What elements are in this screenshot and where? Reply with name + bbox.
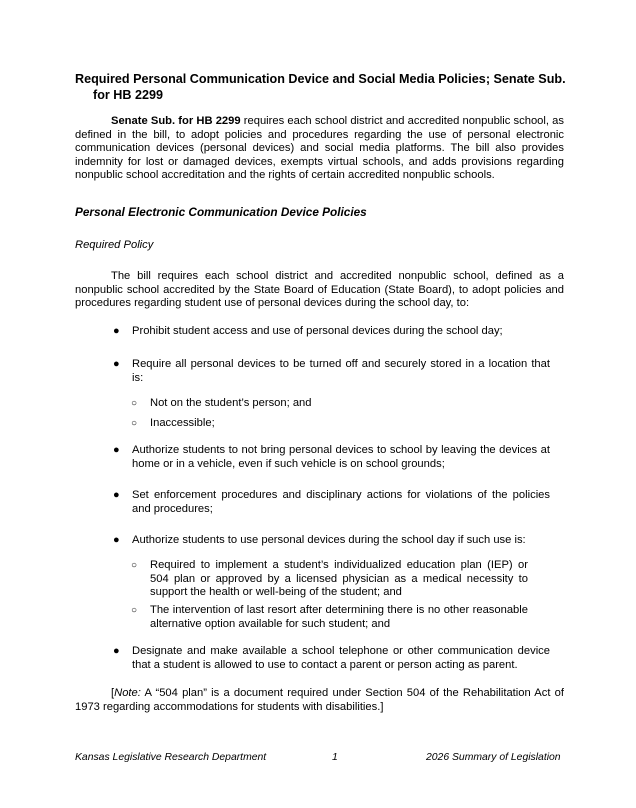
title-line-1: Required Personal Communication Device and Social Media Policies; Senate Sub.	[75, 72, 566, 86]
intro-paragraph	[75, 115, 564, 183]
title-line-2: for HB 2299	[93, 88, 163, 102]
bullet-text: Designate and make available a school telephone or other communication device that a student is allowed to use to contact a parent or person acting as parent.	[132, 645, 550, 671]
bullet-marker: ●	[113, 645, 120, 657]
bullet-text: Authorize students to not bring personal devices to school by leaving the devices at home or in a vehicle, even if such vehicle is on school grounds;	[132, 444, 550, 470]
footer-right: 2026 Summary of Legislation	[426, 752, 561, 763]
section-heading: Personal Electronic Communication Device Policies	[75, 205, 367, 219]
footer-left: Kansas Legislative Research Department	[75, 752, 267, 763]
sub-bullet-text: Required to implement a student’s individualized education plan (IEP) or 504 plan or approved by a licensed physician as a medical necessity to support the health or well-being of the student; and	[150, 559, 528, 599]
bullet-marker: ●	[113, 534, 120, 546]
sub-bullet-text: Inaccessible;	[150, 417, 215, 429]
body-paragraph: The bill requires each school district and accredited nonpublic school, defined as a nonpublic school accredited by the State Board of Education (State Board), to adopt policies and procedures regarding student use of personal devices during the school day, to:	[75, 270, 564, 310]
bullet-marker: ●	[113, 489, 120, 501]
sub-bullet-text: Not on the student’s person; and	[150, 397, 312, 409]
bullet-text: Prohibit student access and use of personal devices during the school day;	[132, 325, 503, 337]
sub-bullet-marker: ○	[131, 560, 138, 571]
bill-reference: Senate Sub. for HB 2299	[111, 115, 241, 127]
bullet-text: Authorize students to use personal devices during the school day if such use is:	[132, 534, 526, 546]
bullet-marker: ●	[113, 444, 120, 456]
note-open-bracket: [	[111, 687, 115, 699]
bullet-marker: ●	[113, 358, 120, 370]
page-number: 1	[332, 752, 338, 763]
intro-text: requires each school district and accredited nonpublic school, as defined in the bill, to adopt policies and procedures regarding the use of personal electronic communication devices (personal devices) and social media platforms. The bill also provides indemnity for lost or damaged devices, exempts virtual schools, and adds provisions regarding nonpublic school accreditation and the rights of certain accredited nonpublic schools.	[75, 115, 564, 182]
note-label: Note:	[114, 687, 141, 699]
bullet-marker: ●	[113, 325, 120, 337]
bullet-text: Set enforcement procedures and disciplinary actions for violations of the policies and procedures;	[132, 489, 550, 515]
bullet-text: Require all personal devices to be turned off and securely stored in a location that is:	[132, 358, 550, 384]
sub-bullet-marker: ○	[131, 418, 138, 429]
sub-bullet-marker: ○	[131, 605, 138, 616]
note-paragraph	[75, 687, 564, 714]
page-title	[75, 71, 575, 103]
note-text: A “504 plan” is a document required under Section 504 of the Rehabilitation Act of 1973 regarding accommodations for students with disabilities.]	[75, 687, 564, 713]
sub-bullet-text: The intervention of last resort after determining there is no other reasonable alternative option available for such student; and	[150, 604, 528, 630]
subheading: Required Policy	[75, 239, 154, 251]
sub-bullet-marker: ○	[131, 398, 138, 409]
